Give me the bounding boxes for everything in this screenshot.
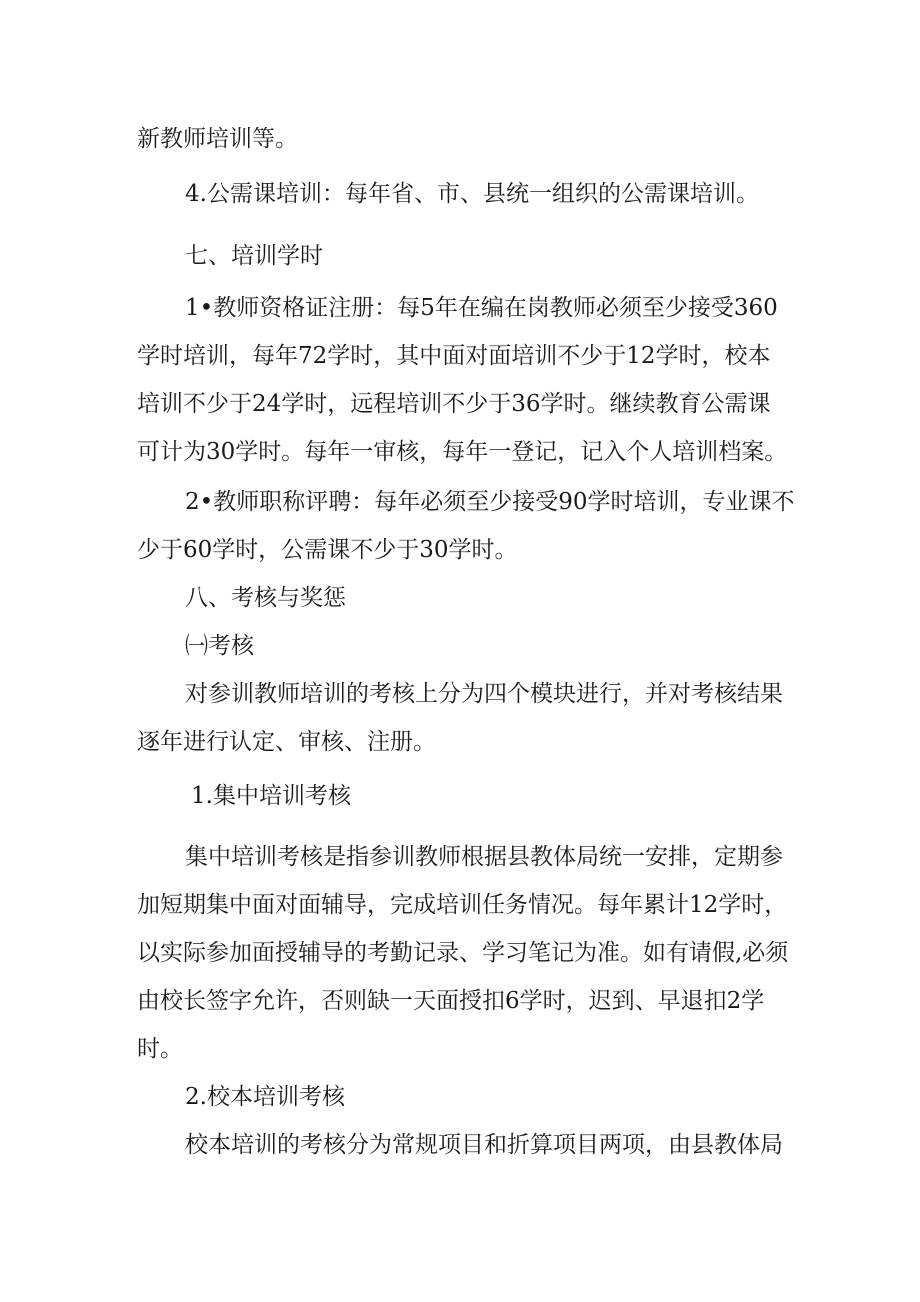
paragraph-line: 4.公需课培训：每年省、市、县统一组织的公需课培训。	[185, 181, 759, 207]
paragraph-line: 可计为30学时。每年一审核，每年一登记，记入个人培训档案。	[137, 439, 788, 465]
paragraph-line: 加短期集中面对面辅导，完成培训任务情况。每年累计12学时，	[137, 892, 788, 918]
paragraph-line: 少于60学时，公需课不少于30学时。	[137, 537, 518, 563]
paragraph-line: 逐年进行认定、审核、注册。	[137, 729, 436, 755]
paragraph-line: 对参训教师培训的考核上分为四个模块进行，并对考核结果	[185, 681, 783, 707]
item-heading: 1.集中培训考核	[191, 783, 351, 809]
subsection-heading: ㈠考核	[185, 633, 254, 659]
paragraph-line: 以实际参加面授辅导的考勤记录、学习笔记为准。如有请假,必须	[137, 940, 789, 966]
paragraph-line: 2•教师职称评聘：每年必须至少接受90学时培训，专业课不	[185, 489, 795, 515]
paragraph-line: 学时培训，每年72学时，其中面对面培训不少于12学时，校本	[137, 343, 771, 369]
item-heading: 2.校本培训考核	[185, 1084, 345, 1110]
paragraph-line: 由校长签字允许，否则缺一天面授扣6学时，迟到、早退扣2学	[137, 988, 765, 1014]
paragraph-line: 校本培训的考核分为常规项目和折算项目两项，由县教体局	[185, 1132, 783, 1158]
paragraph-line: 新教师培训等。	[137, 126, 298, 152]
paragraph-line: 时。	[137, 1036, 183, 1062]
paragraph-line: 培训不少于24学时，远程培训不少于36学时。继续教育公需课	[137, 391, 771, 417]
paragraph-line: 集中培训考核是指参训教师根据县教体局统一安排，定期参	[185, 844, 783, 870]
section-heading: 八、考核与奖惩	[185, 585, 346, 611]
section-heading: 七、培训学时	[185, 243, 323, 269]
paragraph-line: 1•教师资格证注册：每5年在编在岗教师必须至少接受360	[185, 295, 778, 321]
